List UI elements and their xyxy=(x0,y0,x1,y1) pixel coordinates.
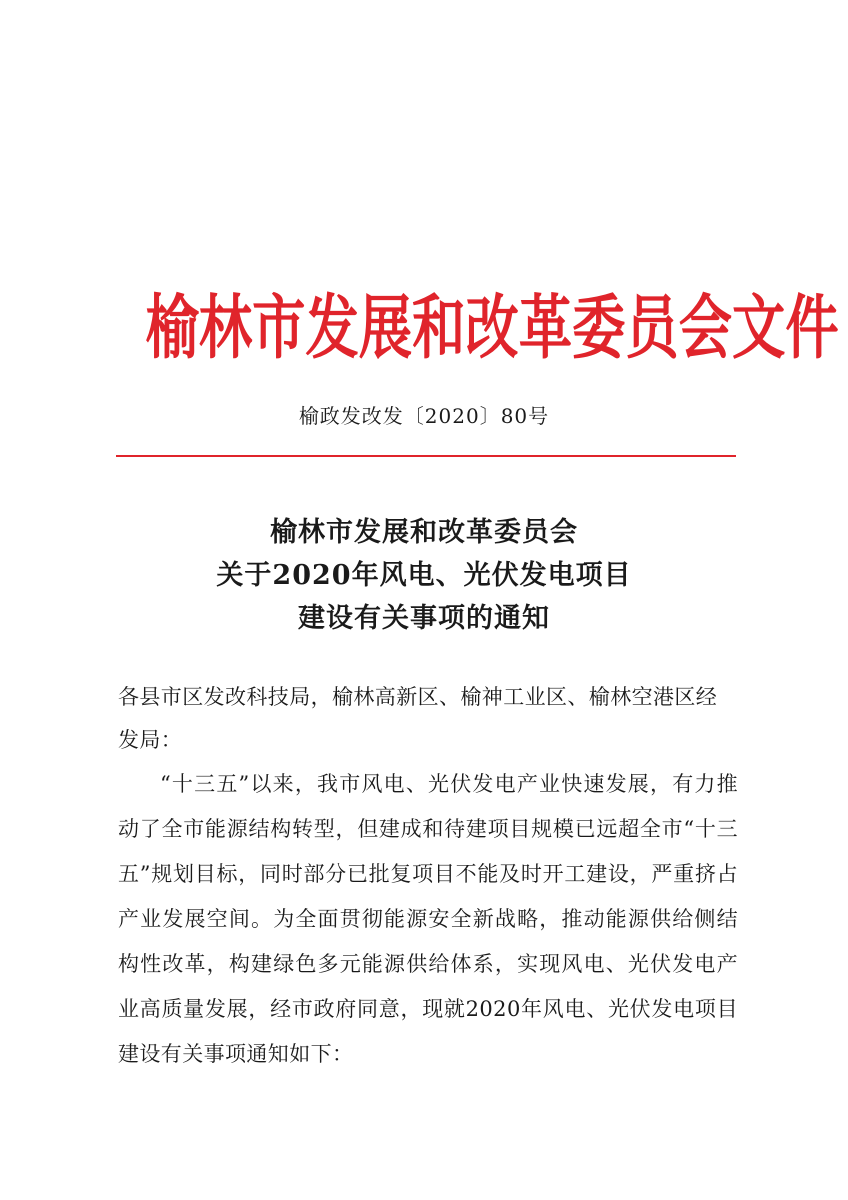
notice-title-line-1: 榆林市发展和改革委员会 xyxy=(270,517,578,548)
body-paragraph-1: “十三五”以来，我市风电、光伏发电产业快速发展，有力推动了全市能源结构转型，但建成和待建项目规模已远超全市“十三五”规划目标，同时部分已批复项目不能及时开工建设，严重挤占产业发展空间。为全面贯彻能源安全新战略，推动能源供给侧结构性改革，构建绿色多元能源供给体系，实现风电、光伏发电产业高质量发展，经市政府同意，现就2020年风电、光伏发电项目建设有关事项通知如下： xyxy=(118,772,738,1066)
red-divider-line xyxy=(116,455,736,457)
agency-header-title: 榆林市发展和改革委员会文件 xyxy=(145,286,839,369)
document-number: 榆政发改发〔2020〕80号 xyxy=(298,404,550,428)
recipients-line: 各县市区发改科技局，榆林高新区、榆神工业区、榆林空港区经发局： xyxy=(118,685,718,752)
notice-title-line-2: 关于2020年风电、光伏发电项目 xyxy=(216,560,632,591)
notice-title-line-3: 建设有关事项的通知 xyxy=(298,603,550,634)
